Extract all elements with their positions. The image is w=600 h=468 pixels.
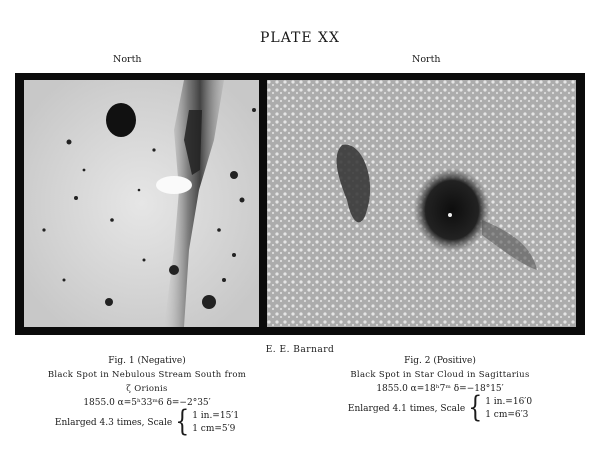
fig2-positive-photo <box>267 80 576 327</box>
left-north-label: North <box>113 54 142 65</box>
fig1-scale <box>54 406 240 439</box>
fig1-caption-line1: Black Spot in Nebulous Stream South from <box>47 370 247 380</box>
right-north-label: North <box>412 54 441 65</box>
fig1-negative-photo <box>24 80 259 327</box>
fig2-scale-cm: 1 cm=6′3 <box>485 410 529 420</box>
fig2-scale-inch: 1 in.=16′0 <box>485 397 533 407</box>
brace-icon: { <box>175 406 190 439</box>
fig2-scale <box>347 392 533 425</box>
fig2-scale-prefix: Enlarged 4.1 times, Scale <box>347 404 466 414</box>
fig1-scale-prefix: Enlarged 4.3 times, Scale <box>54 418 173 428</box>
fig1-scale-inch: 1 in.=15′1 <box>192 411 240 421</box>
brace-icon: { <box>468 392 483 425</box>
fig1-caption-line2: ζ Orionis <box>126 384 168 394</box>
fig2-coords: 1855.0 α=18ʰ7ᵐ δ=−18°15′ <box>376 384 504 394</box>
plate-title: PLATE XX <box>259 30 340 46</box>
photo-frame <box>15 73 585 335</box>
plate-author: E. E. Barnard <box>265 345 335 355</box>
fig2-caption <box>315 354 565 425</box>
fig1-caption <box>22 354 272 439</box>
fig2-caption-line1: Black Spot in Star Cloud in Sagittarius <box>350 370 530 380</box>
fig1-label: Fig. 1 (Negative) <box>108 356 186 366</box>
fig1-scale-cm: 1 cm=5′9 <box>192 424 236 434</box>
fig2-label: Fig. 2 (Positive) <box>404 356 476 366</box>
fig1-coords: 1855.0 α=5ʰ33ᵐ6 δ=−2°35′ <box>83 398 211 408</box>
